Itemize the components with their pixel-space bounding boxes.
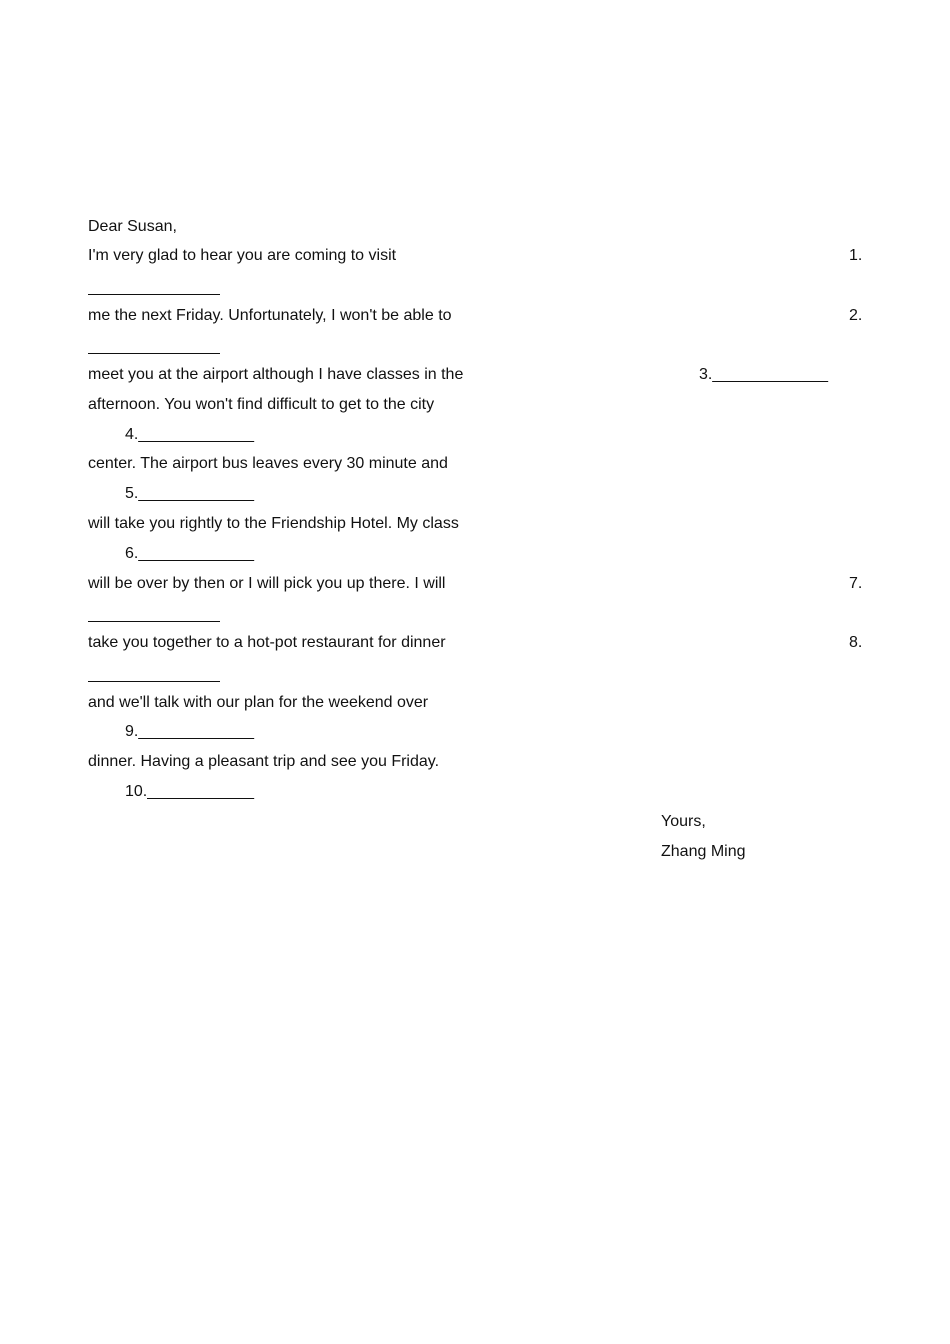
blank-number: 9. <box>125 723 139 740</box>
blank-item <box>125 484 254 504</box>
blank-item <box>125 544 254 564</box>
blank-underline: ____________ <box>147 783 255 800</box>
letter-line: take you together to a hot-pot restaurant for dinner <box>88 634 446 651</box>
blank-item <box>125 722 254 742</box>
letter-line: will take you rightly to the Friendship Hotel. My class <box>88 515 459 532</box>
blank-number: 5. <box>125 485 139 502</box>
blank-number: 8. <box>849 634 863 651</box>
blank-number: 10. <box>125 783 148 800</box>
blank-item <box>125 782 254 802</box>
letter-signature: Zhang Ming <box>661 843 746 860</box>
blank-underline: _____________ <box>138 723 255 740</box>
blank-underline: _____________ <box>138 426 255 443</box>
letter-greeting: Dear Susan, <box>88 218 177 235</box>
blank-number: 2. <box>849 307 863 324</box>
letter-line: dinner. Having a pleasant trip and see you Friday. <box>88 753 440 770</box>
letter-line: afternoon. You won't find difficult to get to the city <box>88 396 435 413</box>
letter-closing: Yours, <box>661 813 706 830</box>
letter-line: will be over by then or I will pick you up there. I will <box>88 575 446 592</box>
answer-blank-line <box>88 353 220 354</box>
letter-line: me the next Friday. Unfortunately, I won't be able to <box>88 307 452 324</box>
answer-blank-line <box>88 621 220 622</box>
blank-number: 6. <box>125 545 139 562</box>
blank-underline: _____________ <box>712 366 829 383</box>
blank-number: 4. <box>125 426 139 443</box>
answer-blank-line <box>88 681 220 682</box>
letter-line: center. The airport bus leaves every 30 minute and <box>88 455 448 472</box>
blank-item <box>125 425 254 445</box>
letter-line: meet you at the airport although I have classes in the <box>88 366 464 383</box>
answer-blank-line <box>88 294 220 295</box>
letter-line: and we'll talk with our plan for the weekend over <box>88 694 429 711</box>
blank-item <box>699 365 828 385</box>
blank-underline: _____________ <box>138 485 255 502</box>
blank-number: 3. <box>699 366 713 383</box>
blank-number: 1. <box>849 247 863 264</box>
blank-underline: _____________ <box>138 545 255 562</box>
blank-number: 7. <box>849 575 863 592</box>
letter-line: I'm very glad to hear you are coming to visit <box>88 247 397 264</box>
